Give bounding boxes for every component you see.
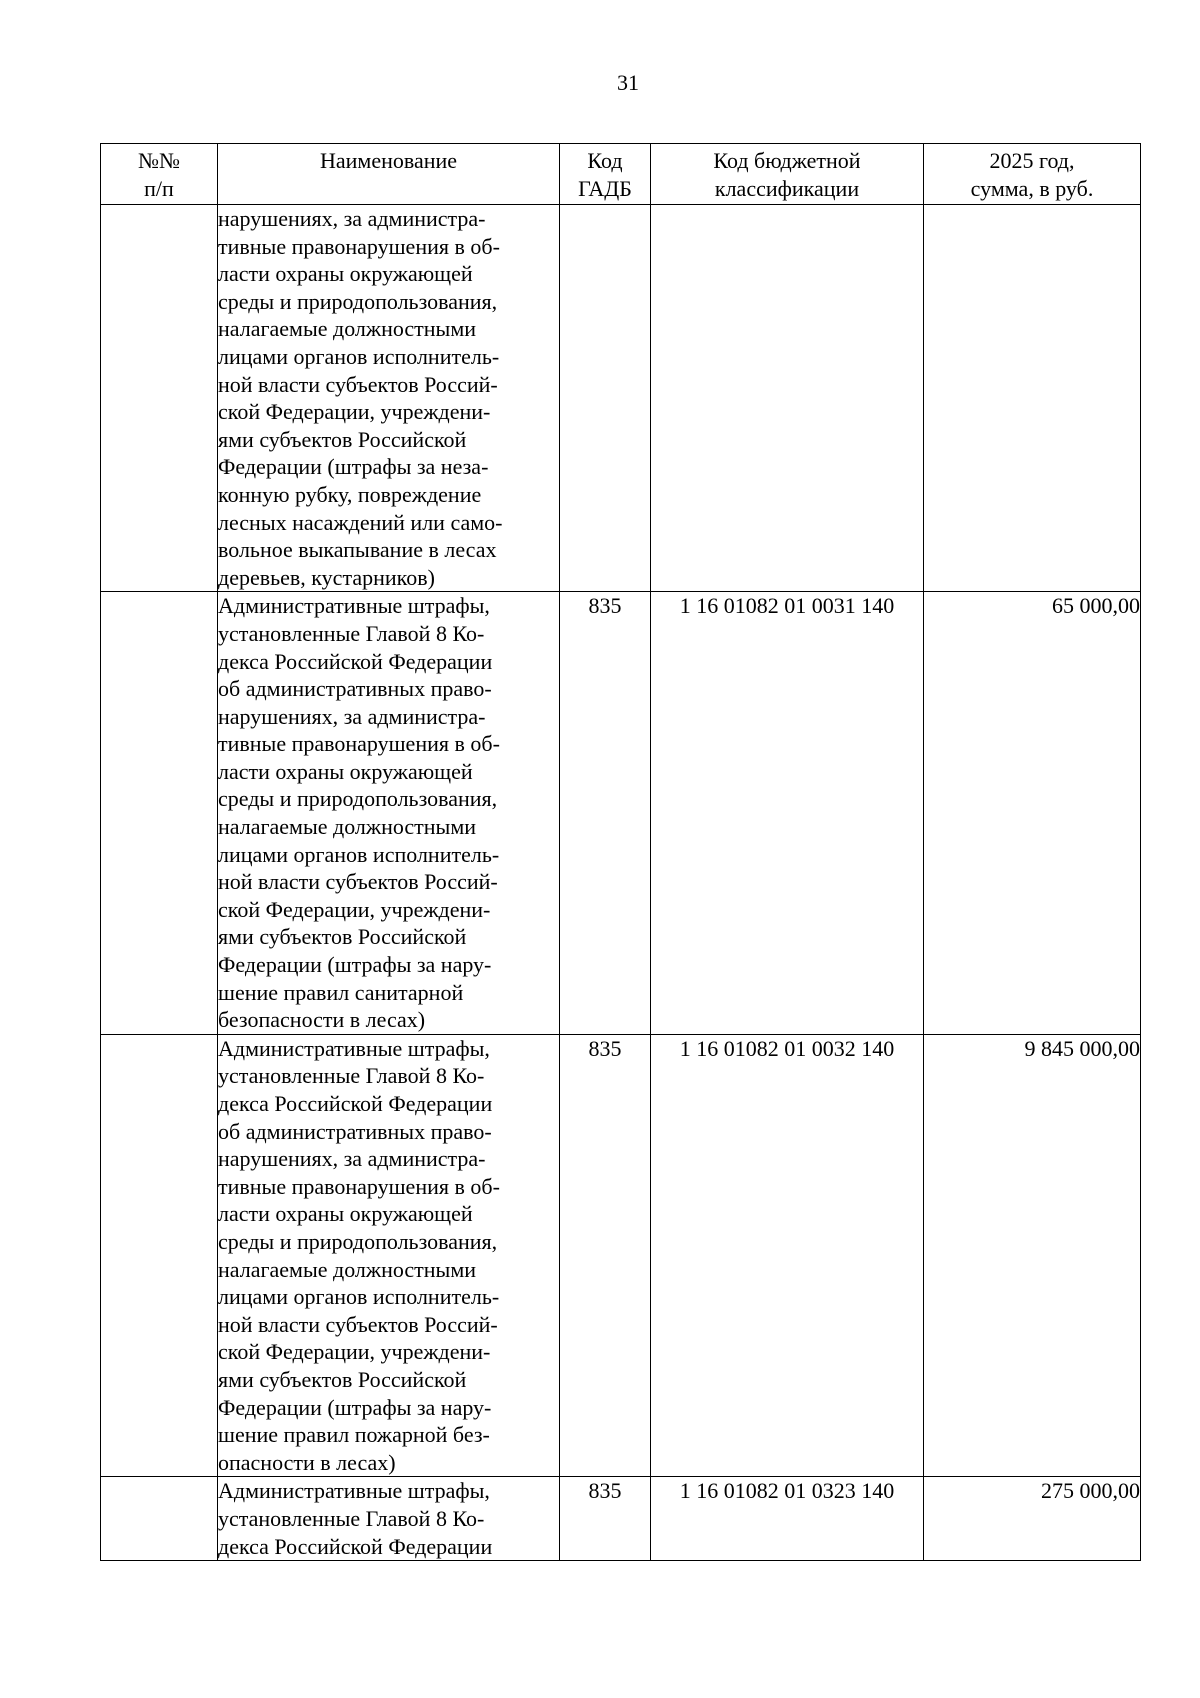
cell-sum: 275 000,00 <box>924 1477 1141 1561</box>
cell-gadb: 835 <box>560 592 651 1035</box>
budget-table <box>100 143 1141 1561</box>
name-line: лесных насаждений или само- <box>218 509 503 535</box>
name-line: опасности в лесах) <box>218 1449 396 1475</box>
name-line: ями субъектов Российской <box>218 924 467 950</box>
cell-name <box>218 1034 560 1477</box>
name-line: Административные штрафы, <box>218 593 490 619</box>
name-line: ной власти субъектов Россий- <box>218 1311 498 1337</box>
name-line: налагаемые должностными <box>218 814 477 840</box>
header-name: Наименование <box>218 144 560 205</box>
name-line: тивные правонарушения в об- <box>218 233 500 259</box>
name-line: Федерации (штрафы за нару- <box>218 1394 492 1420</box>
cell-kbk: 1 16 01082 01 0032 140 <box>651 1034 924 1477</box>
page-number: 31 <box>617 70 639 95</box>
table-header-row <box>101 144 1141 205</box>
name-line: ной власти субъектов Россий- <box>218 371 498 397</box>
name-line: ской Федерации, учреждени- <box>218 1339 491 1365</box>
name-line: лицами органов исполнитель- <box>218 1284 500 1310</box>
cell-name <box>218 1477 560 1561</box>
name-line: лицами органов исполнитель- <box>218 343 500 369</box>
name-line: безопасности в лесах) <box>218 1007 426 1033</box>
name-line: тивные правонарушения в об- <box>218 1173 500 1199</box>
name-line: ской Федерации, учреждени- <box>218 399 491 425</box>
header-sum: 2025 год, сумма, в руб. <box>924 144 1141 205</box>
header-gadb: Код ГАДБ <box>560 144 651 205</box>
name-line: ями субъектов Российской <box>218 426 467 452</box>
name-line: Федерации (штрафы за неза- <box>218 454 489 480</box>
name-line: вольное выкапывание в лесах <box>218 537 497 563</box>
cell-kbk <box>651 205 924 592</box>
name-line: Административные штрафы, <box>218 1035 490 1061</box>
name-line: об административных право- <box>218 1118 492 1144</box>
cell-sum <box>924 205 1141 592</box>
header-kbk: Код бюджетной классификации <box>651 144 924 205</box>
name-line: декса Российской Федерации <box>218 648 493 674</box>
name-line: Административные штрафы, <box>218 1478 490 1504</box>
name-line: шение правил пожарной без- <box>218 1422 490 1448</box>
cell-kbk: 1 16 01082 01 0323 140 <box>651 1477 924 1561</box>
cell-gadb: 835 <box>560 1477 651 1561</box>
cell-sum: 65 000,00 <box>924 592 1141 1035</box>
cell-gadb <box>560 205 651 592</box>
name-line: тивные правонарушения в об- <box>218 731 500 757</box>
name-line: ласти охраны окружающей <box>218 261 473 287</box>
cell-num <box>101 592 218 1035</box>
cell-name <box>218 592 560 1035</box>
table-row <box>101 1477 1141 1561</box>
name-line: ласти охраны окружающей <box>218 758 473 784</box>
name-line: среды и природопользования, <box>218 288 498 314</box>
name-line: декса Российской Федерации <box>218 1091 493 1116</box>
name-line: шение правил санитарной <box>218 979 464 1005</box>
name-line: ласти охраны окружающей <box>218 1201 473 1227</box>
cell-num <box>101 205 218 592</box>
name-line: Федерации (штрафы за нару- <box>218 952 492 978</box>
cell-name <box>218 205 560 592</box>
name-line: ями субъектов Российской <box>218 1366 467 1392</box>
name-line: установленные Главой 8 Ко- <box>218 1505 485 1531</box>
name-line: нарушениях, за администра- <box>218 206 486 231</box>
name-line: установленные Главой 8 Ко- <box>218 620 485 646</box>
name-line: деревьев, кустарников) <box>218 564 435 590</box>
cell-sum: 9 845 000,00 <box>924 1034 1141 1477</box>
name-line: установленные Главой 8 Ко- <box>218 1063 485 1089</box>
name-line: налагаемые должностными <box>218 1256 477 1282</box>
cell-gadb: 835 <box>560 1034 651 1477</box>
name-line: об административных право- <box>218 676 492 702</box>
cell-num <box>101 1477 218 1561</box>
name-line: конную рубку, повреждение <box>218 481 482 507</box>
name-line: нарушениях, за администра- <box>218 1146 486 1172</box>
name-line: декса Российской Федерации <box>218 1533 493 1559</box>
name-line: среды и природопользования, <box>218 786 498 812</box>
name-line: лицами органов исполнитель- <box>218 841 500 867</box>
table-row <box>101 205 1141 592</box>
name-line: нарушениях, за администра- <box>218 703 486 729</box>
table-row <box>101 1034 1141 1477</box>
cell-kbk: 1 16 01082 01 0031 140 <box>651 592 924 1035</box>
name-line: ской Федерации, учреждени- <box>218 896 491 922</box>
table-row <box>101 592 1141 1035</box>
cell-num <box>101 1034 218 1477</box>
name-line: налагаемые должностными <box>218 316 477 342</box>
name-line: ной власти субъектов Россий- <box>218 869 498 895</box>
name-line: среды и природопользования, <box>218 1228 498 1254</box>
header-num: №№ п/п <box>101 144 218 205</box>
table-body <box>101 205 1141 1561</box>
